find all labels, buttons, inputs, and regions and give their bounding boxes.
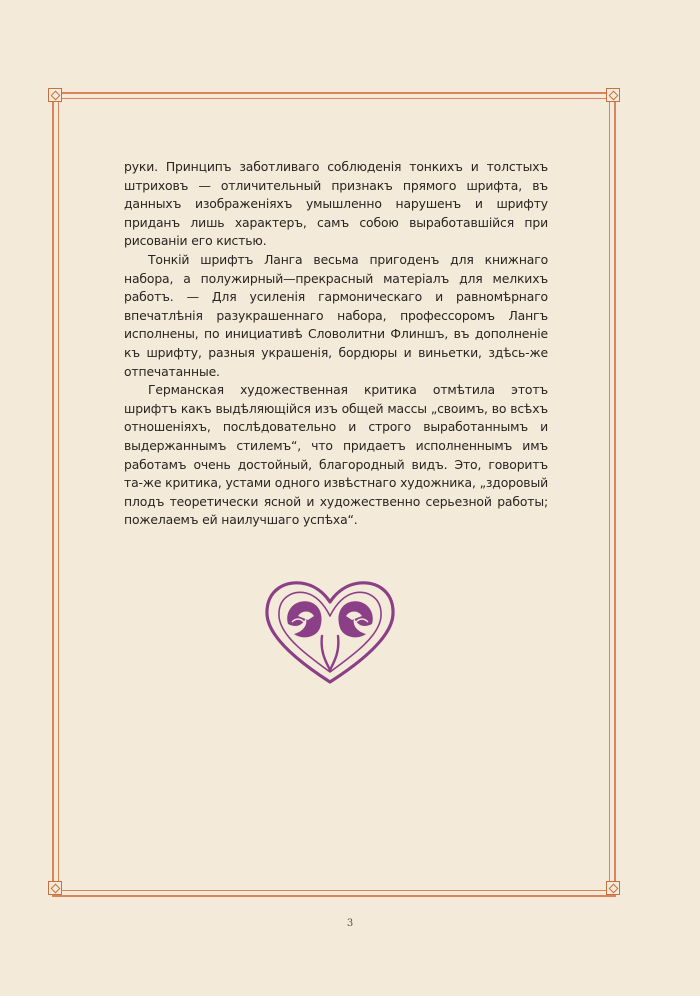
page-number: 3 [346,918,354,929]
corner-ornament-icon [48,881,62,895]
paragraph-1: руки. Принципъ заботливаго соблюденія тонкихъ и толстыхъ штриховъ — отличительный признакъ прямого шрифта, въ данныхъ изображеніяхъ умышленно нарушенъ и шрифту приданъ лишь характеръ, самъ собою выработавшійся при рисованіи его кистью. [124,159,548,249]
body-text [124,158,548,530]
heart-floral-ornament-icon [262,576,398,686]
paragraph-3: Германская художественная критика отмѣтила этотъ шрифтъ какъ выдѣляющійся изъ общей массы „своимъ, во всѣхъ отношеніяхъ, послѣдовательно и строго выработаннымъ и выдержаннымъ стилемъ“, что придаетъ исполненнымъ имъ работамъ очень достойный, благородный видъ. Это, говоритъ та-же критика, устами одного извѣстнаго художника, „здоровый плодъ теоретически ясной и художественно серьезной работы; пожелаемъ ей наилучшаго успѣха“. [124,382,548,528]
corner-ornament-icon [606,88,620,102]
corner-ornament-icon [606,881,620,895]
paragraph-2: Тонкій шрифтъ Ланга весьма пригоденъ для книжнаго набора, а полужирный—прекрасный матеріалъ для мелкихъ работъ. — Для усиленія гармоническаго и равномѣрнаго впечатлѣнія разукрашеннаго набора, профессоромъ Лангъ исполнены, по инициативѣ Словолитни Флиншъ, въ дополненіе къ шрифту, разныя украшенія, бордюры и виньетки, здѣсь-же отпечатанные. [124,251,548,379]
corner-ornament-icon [48,88,62,102]
